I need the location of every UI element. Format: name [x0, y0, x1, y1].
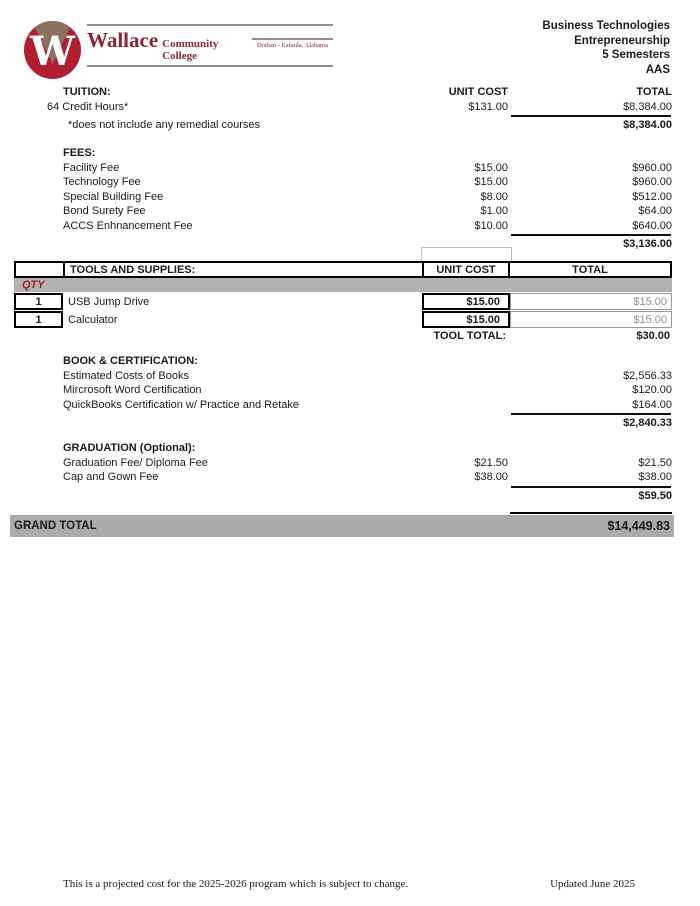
- graduation-total: $21.50: [638, 456, 672, 469]
- graduation-row: [14, 457, 672, 472]
- books-subtotal: $2,840.33: [623, 417, 672, 429]
- fee-row: [14, 205, 672, 220]
- college-location: Dothan - Eufaula, Alabama: [252, 38, 333, 49]
- book-row: [14, 370, 672, 385]
- program-length: 5 Semesters: [602, 49, 670, 61]
- tool-total-cell: $15.00: [510, 311, 672, 328]
- college-name-suffix: Community College: [162, 38, 219, 62]
- fee-label: Facility Fee: [63, 161, 120, 174]
- college-logo: [24, 21, 81, 79]
- tools-table-header: [14, 261, 672, 278]
- book-total: $164.00: [632, 398, 672, 411]
- graduation-subtotal-rule: [511, 486, 671, 488]
- fee-total: $640.00: [632, 219, 672, 232]
- tool-total-cell: $15.00: [510, 293, 672, 310]
- tools-unit-cost-header: UNIT COST: [422, 263, 510, 276]
- graduation-total: $38.00: [638, 471, 672, 483]
- program-degree: AAS: [645, 63, 670, 76]
- grand-total-bar: [10, 515, 674, 537]
- fees-subtotal: $3,136.00: [623, 238, 672, 250]
- tool-label: Calculator: [68, 313, 118, 326]
- fee-row: [14, 162, 672, 177]
- grand-total-value: $14,449.83: [607, 519, 670, 533]
- book-label: Mircrosoft Word Certification: [63, 384, 202, 396]
- program-name: Entrepreneurship: [574, 34, 670, 47]
- tuition-subtotal-rule: [511, 115, 671, 117]
- tool-total-value: $30.00: [636, 330, 670, 342]
- graduation-section: [14, 442, 672, 504]
- fee-unit-cost: $1.00: [480, 205, 508, 217]
- tuition-section: [14, 86, 672, 134]
- books-subtotal-rule: [511, 413, 671, 415]
- tool-qty: 1: [14, 311, 63, 328]
- fee-total: $512.00: [632, 190, 672, 203]
- fee-row: [14, 176, 672, 191]
- fees-section: [14, 147, 672, 253]
- footer-updated: Updated June 2025: [550, 878, 635, 890]
- tool-qty: 1: [14, 293, 63, 310]
- fee-row: [14, 220, 672, 235]
- qty-band: [14, 278, 672, 292]
- total-column-header: TOTAL: [636, 86, 672, 98]
- tool-label: USB Jump Drive: [68, 295, 150, 308]
- qty-header-cell: [16, 263, 65, 276]
- credit-hours-unit-cost: $131.00: [468, 100, 508, 113]
- fee-label: Special Building Fee: [63, 190, 164, 203]
- program-division: Business Technologies: [542, 20, 670, 32]
- tool-total-label: TOOL TOTAL:: [433, 330, 506, 342]
- tuition-note: *does not include any remedial courses: [68, 119, 261, 131]
- footer-note: This is a projected cost for the 2025-2026 program which is subject to change.: [63, 878, 409, 890]
- book-label: QuickBooks Certification w/ Practice and Retake: [63, 398, 299, 411]
- graduation-subtotal: $59.50: [638, 489, 672, 502]
- graduation-title: GRADUATION (Optional):: [63, 442, 196, 454]
- unit-cost-column-header: UNIT COST: [448, 86, 508, 98]
- graduation-row: [14, 471, 672, 486]
- grand-total-rule: [510, 512, 672, 514]
- logo-w-letter: W: [30, 27, 75, 75]
- page-footer: [0, 878, 700, 894]
- fee-label: Bond Surety Fee: [63, 205, 146, 217]
- books-title: BOOK & CERTIFICATION:: [63, 355, 198, 367]
- fee-unit-cost: $10.00: [474, 219, 508, 232]
- fee-total: $960.00: [632, 176, 672, 188]
- graduation-unit-cost: $21.50: [474, 456, 508, 469]
- graduation-unit-cost: $38.00: [474, 471, 508, 483]
- graduation-label: Graduation Fee/ Diploma Fee: [63, 456, 208, 469]
- tool-row: [14, 311, 672, 328]
- fee-label: Technology Fee: [63, 176, 141, 188]
- fee-label: ACCS Enhnancement Fee: [63, 219, 193, 232]
- fee-total: $960.00: [632, 161, 672, 174]
- program-header: [542, 19, 670, 77]
- tools-title: TOOLS AND SUPPLIES:: [70, 263, 196, 276]
- book-row: [14, 399, 672, 414]
- tool-unit-cost: $15.00: [422, 311, 510, 328]
- books-section: [14, 355, 672, 432]
- tool-unit-cost: $15.00: [422, 293, 510, 310]
- fee-row: [14, 191, 672, 206]
- tools-total-header: TOTAL: [572, 263, 608, 276]
- tuition-subtotal: $8,384.00: [623, 119, 672, 131]
- college-name: Wallace: [87, 28, 159, 52]
- tools-table: [14, 261, 672, 345]
- fees-subtotal-rule: [511, 234, 671, 236]
- tool-row: [14, 293, 672, 310]
- book-total: $2,556.33: [623, 369, 672, 382]
- credit-hours-label: 64 Credit Hours*: [47, 100, 129, 113]
- grand-total-label: GRAND TOTAL: [14, 520, 97, 532]
- graduation-label: Cap and Gown Fee: [63, 471, 159, 483]
- tuition-title: TUITION:: [63, 86, 111, 98]
- fee-total: $64.00: [638, 205, 672, 217]
- fee-unit-cost: $15.00: [474, 176, 508, 188]
- fee-unit-cost: $15.00: [474, 161, 508, 174]
- book-total: $120.00: [632, 384, 672, 396]
- fee-unit-cost: $8.00: [480, 190, 508, 203]
- qty-label: QTY: [22, 279, 45, 291]
- fees-title: FEES:: [63, 147, 96, 159]
- masthead: [87, 24, 333, 67]
- credit-hours-total: $8,384.00: [623, 100, 672, 113]
- book-row: [14, 384, 672, 399]
- book-label: Estimated Costs of Books: [63, 369, 189, 382]
- masthead-bottom-rule: [87, 65, 333, 67]
